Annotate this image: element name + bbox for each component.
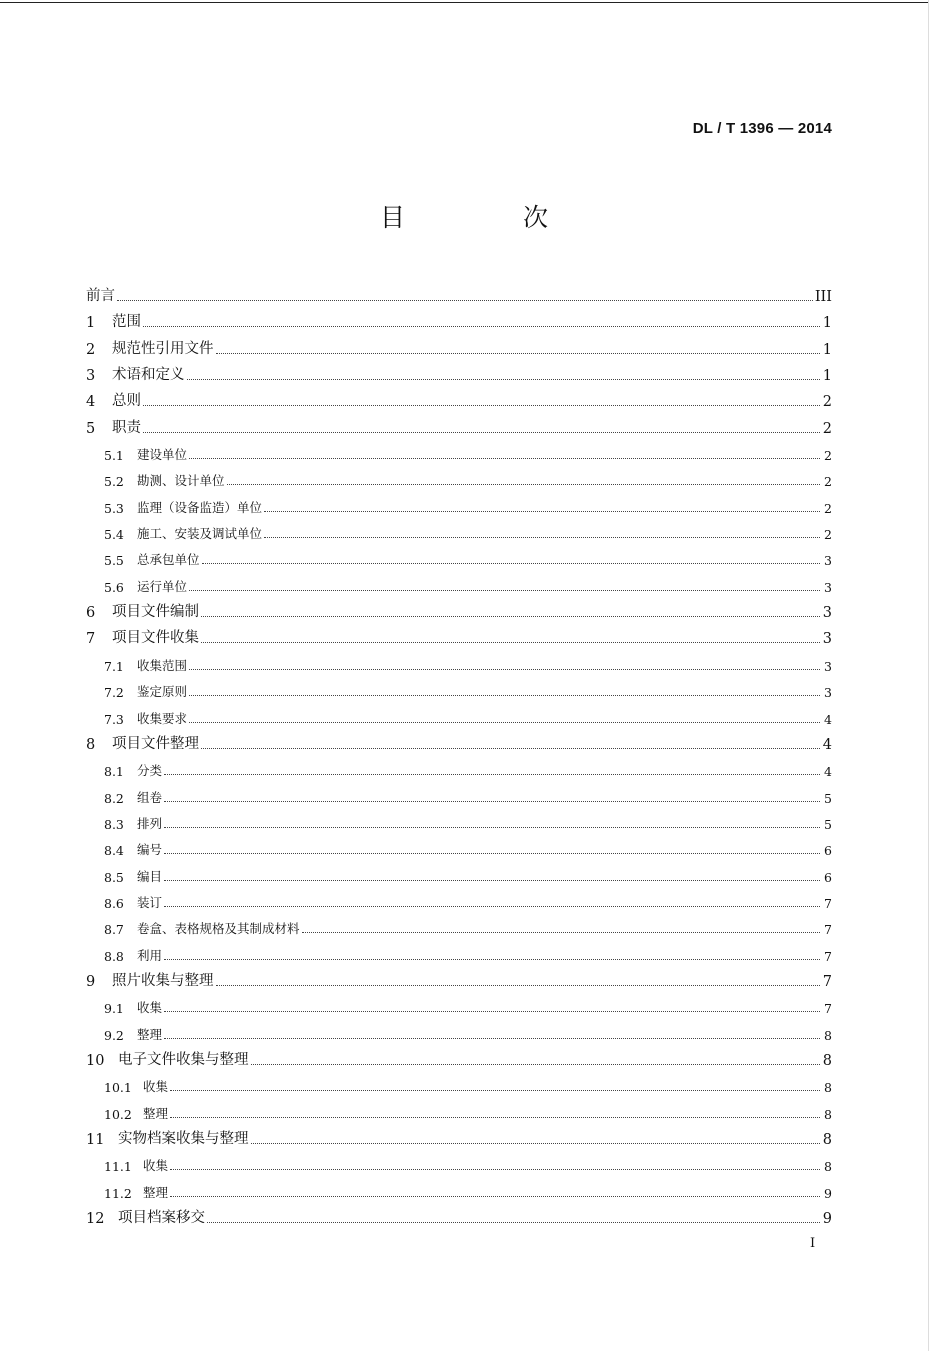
toc-entry	[86, 964, 832, 990]
toc-entry-page: 7	[824, 948, 832, 964]
toc-entry	[86, 858, 832, 884]
toc-entry-number: 2	[86, 341, 96, 358]
toc-entry	[86, 437, 832, 463]
toc-entry	[86, 937, 832, 963]
toc-entry-page: 7	[824, 1001, 832, 1017]
toc-entry-page: 8	[824, 1027, 832, 1043]
toc-entry	[86, 911, 832, 937]
toc-entry-number: 4	[86, 394, 96, 411]
toc-entry-page: 9	[824, 1185, 832, 1201]
toc-entry	[86, 1043, 832, 1069]
dot-leader	[164, 1037, 820, 1039]
toc-entry-page: 1	[822, 341, 832, 358]
toc-entry	[86, 885, 832, 911]
toc-entry-label: 收集	[143, 1079, 169, 1095]
toc-entry-page: 1	[822, 368, 832, 385]
toc-entry	[86, 568, 832, 594]
toc-entry-label: 监理（设备监造）单位	[137, 499, 263, 515]
toc-entry-label: 照片收集与整理	[112, 972, 214, 989]
toc-entry-label: 项目文件收集	[112, 630, 199, 647]
dot-leader	[216, 984, 821, 986]
toc-entry-page: 8	[824, 1106, 832, 1122]
toc-entry-number: 9.2	[104, 1027, 124, 1043]
toc-entry-number: 10	[86, 1052, 105, 1069]
dot-leader	[170, 1168, 820, 1170]
toc-entry-label: 收集	[143, 1158, 169, 1174]
toc-entry-number: 5.4	[104, 527, 124, 543]
dot-leader	[201, 747, 820, 749]
dot-leader	[164, 1010, 820, 1012]
toc-entry-number: 11.2	[104, 1185, 132, 1201]
toc-entry-number: 5.1	[104, 448, 124, 464]
toc-entry-page: 2	[824, 527, 832, 543]
toc-entry-label: 整理	[137, 1026, 163, 1042]
toc-entry-page: 7	[824, 922, 832, 938]
toc-entry-number: 5	[86, 420, 96, 437]
toc-entry-number: 6	[86, 605, 96, 622]
dot-leader	[170, 1116, 820, 1118]
toc-entry-number: 10.2	[104, 1106, 132, 1122]
toc-entry	[86, 779, 832, 805]
toc-entry-page: 9	[822, 1211, 832, 1228]
toc-entry	[86, 281, 832, 305]
toc-entry-number: 11.1	[104, 1159, 132, 1175]
toc-entry-label: 整理	[143, 1105, 169, 1121]
toc-entry-label: 施工、安装及调试单位	[137, 526, 263, 542]
table-of-contents	[86, 281, 832, 1227]
toc-entry-number: 5.3	[104, 500, 124, 516]
toc-entry-page: 8	[824, 1159, 832, 1175]
toc-entry-number: 3	[86, 368, 96, 385]
document-code: DL / T 1396 — 2014	[692, 120, 832, 137]
dot-leader	[164, 826, 820, 828]
toc-entry-number: 8.2	[104, 790, 124, 806]
toc-entry	[86, 727, 832, 753]
toc-entry-page: 3	[824, 579, 832, 595]
toc-entry-page: 3	[824, 685, 832, 701]
toc-entry-number: 5.6	[104, 579, 124, 595]
dot-leader	[164, 773, 820, 775]
toc-entry-label: 总承包单位	[137, 552, 200, 568]
toc-entry-page: 2	[822, 394, 832, 411]
toc-entry-number: 10.1	[104, 1080, 132, 1096]
toc-entry	[86, 1069, 832, 1095]
dot-leader	[264, 510, 820, 512]
toc-entry	[86, 358, 832, 384]
dot-leader	[143, 431, 820, 433]
dot-leader	[170, 1089, 820, 1091]
dot-leader	[164, 800, 820, 802]
toc-entry-label: 总则	[112, 393, 141, 410]
dot-leader	[264, 536, 820, 538]
toc-entry	[86, 331, 832, 357]
toc-entry-number: 8.7	[104, 922, 124, 938]
page-title: 目 次	[380, 203, 603, 232]
dot-leader	[143, 325, 820, 327]
toc-entry-label: 分类	[137, 763, 163, 779]
toc-entry-label: 编目	[137, 868, 163, 884]
toc-entry-label: 卷盒、表格规格及其制成材料	[137, 921, 300, 937]
toc-entry-number: 8	[86, 736, 96, 753]
toc-entry-page: 2	[822, 420, 832, 437]
dot-leader	[227, 483, 820, 485]
toc-entry-page: 5	[824, 816, 832, 832]
toc-entry-page: 1	[822, 315, 832, 332]
dot-leader	[143, 404, 820, 406]
toc-entry	[86, 489, 832, 515]
dot-leader	[216, 352, 821, 354]
toc-entry	[86, 1148, 832, 1174]
dot-leader	[170, 1195, 820, 1197]
toc-entry-number: 7	[86, 631, 96, 648]
dot-leader	[164, 958, 820, 960]
toc-entry	[86, 647, 832, 673]
toc-entry-page: 3	[822, 605, 832, 622]
toc-entry-label: 前言	[86, 288, 115, 304]
toc-entry-label: 勘测、设计单位	[137, 473, 225, 489]
toc-entry-label: 整理	[143, 1184, 169, 1200]
toc-entry-label: 装订	[137, 894, 163, 910]
toc-entry	[86, 305, 832, 331]
toc-entry	[86, 1016, 832, 1042]
toc-entry-number: 1	[86, 315, 96, 332]
dot-leader	[189, 668, 820, 670]
toc-entry	[86, 542, 832, 568]
dot-leader	[207, 1221, 820, 1223]
toc-entry	[86, 806, 832, 832]
toc-entry-label: 收集	[137, 1000, 163, 1016]
dot-leader	[164, 879, 820, 881]
dot-leader	[201, 641, 820, 643]
toc-entry-page: 8	[822, 1132, 832, 1148]
toc-entry	[86, 384, 832, 410]
toc-entry-label: 规范性引用文件	[112, 340, 214, 357]
dot-leader	[251, 1142, 821, 1144]
toc-entry-page: 4	[824, 764, 832, 780]
toc-entry-number: 8.8	[104, 948, 124, 964]
toc-entry	[86, 674, 832, 700]
toc-entry-page: 3	[824, 658, 832, 674]
toc-entry	[86, 621, 832, 647]
toc-entry-page: III	[814, 289, 832, 305]
dot-leader	[189, 457, 820, 459]
toc-entry-label: 编号	[137, 842, 163, 858]
toc-entry	[86, 410, 832, 436]
dot-leader	[117, 299, 813, 301]
toc-entry	[86, 1122, 832, 1148]
toc-entry	[86, 516, 832, 542]
toc-entry-page: 7	[824, 895, 832, 911]
toc-entry	[86, 832, 832, 858]
toc-entry-label: 组卷	[137, 789, 163, 805]
toc-entry-label: 收集要求	[137, 710, 188, 726]
toc-entry-label: 项目档案移交	[118, 1210, 205, 1227]
toc-entry-number: 5.5	[104, 553, 124, 569]
toc-entry-label: 实物档案收集与整理	[118, 1131, 249, 1147]
toc-entry-page: 2	[824, 448, 832, 464]
dot-leader	[251, 1063, 821, 1065]
toc-entry-label: 项目文件编制	[112, 604, 199, 621]
toc-entry-number: 8.1	[104, 764, 124, 780]
toc-entry-label: 收集范围	[137, 657, 188, 673]
toc-entry-label: 建设单位	[137, 447, 188, 463]
toc-entry	[86, 595, 832, 621]
page-number: I	[810, 1236, 816, 1251]
toc-entry-label: 电子文件收集与整理	[118, 1051, 249, 1068]
toc-entry-page: 8	[822, 1052, 832, 1069]
toc-entry-label: 职责	[112, 419, 141, 436]
toc-entry	[86, 463, 832, 489]
toc-entry-number: 11	[86, 1132, 105, 1148]
toc-entry-label: 范围	[112, 314, 141, 331]
page-edge	[928, 0, 929, 1351]
dot-leader	[164, 852, 820, 854]
toc-entry-number: 8.4	[104, 843, 124, 859]
toc-entry-number: 9	[86, 973, 96, 990]
toc-entry-page: 5	[824, 790, 832, 806]
toc-entry-number: 8.6	[104, 895, 124, 911]
toc-entry-label: 运行单位	[137, 578, 188, 594]
toc-entry-label: 利用	[137, 947, 163, 963]
toc-entry-page: 7	[822, 973, 832, 990]
toc-entry-number: 8.3	[104, 816, 124, 832]
toc-entry-number: 8.5	[104, 869, 124, 885]
dot-leader	[187, 378, 821, 380]
toc-entry-number: 9.1	[104, 1001, 124, 1017]
dot-leader	[189, 589, 820, 591]
dot-leader	[202, 562, 820, 564]
dot-leader	[302, 931, 820, 933]
toc-entry	[86, 1201, 832, 1227]
toc-entry-number: 5.2	[104, 474, 124, 490]
toc-entry-number: 7.1	[104, 658, 124, 674]
toc-entry-page: 8	[824, 1080, 832, 1096]
dot-leader	[201, 615, 820, 617]
toc-entry-page: 6	[824, 869, 832, 885]
toc-entry-number: 7.2	[104, 685, 124, 701]
toc-entry	[86, 700, 832, 726]
toc-entry-label: 项目文件整理	[112, 735, 199, 752]
toc-entry-label: 排列	[137, 815, 163, 831]
toc-entry-page: 6	[824, 843, 832, 859]
top-rule	[0, 2, 928, 3]
toc-entry	[86, 990, 832, 1016]
toc-entry-page: 4	[824, 711, 832, 727]
toc-entry-number: 12	[86, 1211, 105, 1228]
toc-entry-page: 2	[824, 474, 832, 490]
toc-entry-number: 7.3	[104, 711, 124, 727]
toc-entry-page: 2	[824, 500, 832, 516]
toc-entry-label: 术语和定义	[112, 367, 185, 384]
toc-entry-page: 4	[822, 736, 832, 753]
dot-leader	[189, 694, 820, 696]
dot-leader	[189, 721, 820, 723]
dot-leader	[164, 905, 820, 907]
toc-entry	[86, 1174, 832, 1200]
toc-entry	[86, 1095, 832, 1121]
toc-entry-label: 鉴定原则	[137, 684, 188, 700]
toc-entry-page: 3	[822, 631, 832, 648]
toc-entry	[86, 753, 832, 779]
toc-entry-page: 3	[824, 553, 832, 569]
